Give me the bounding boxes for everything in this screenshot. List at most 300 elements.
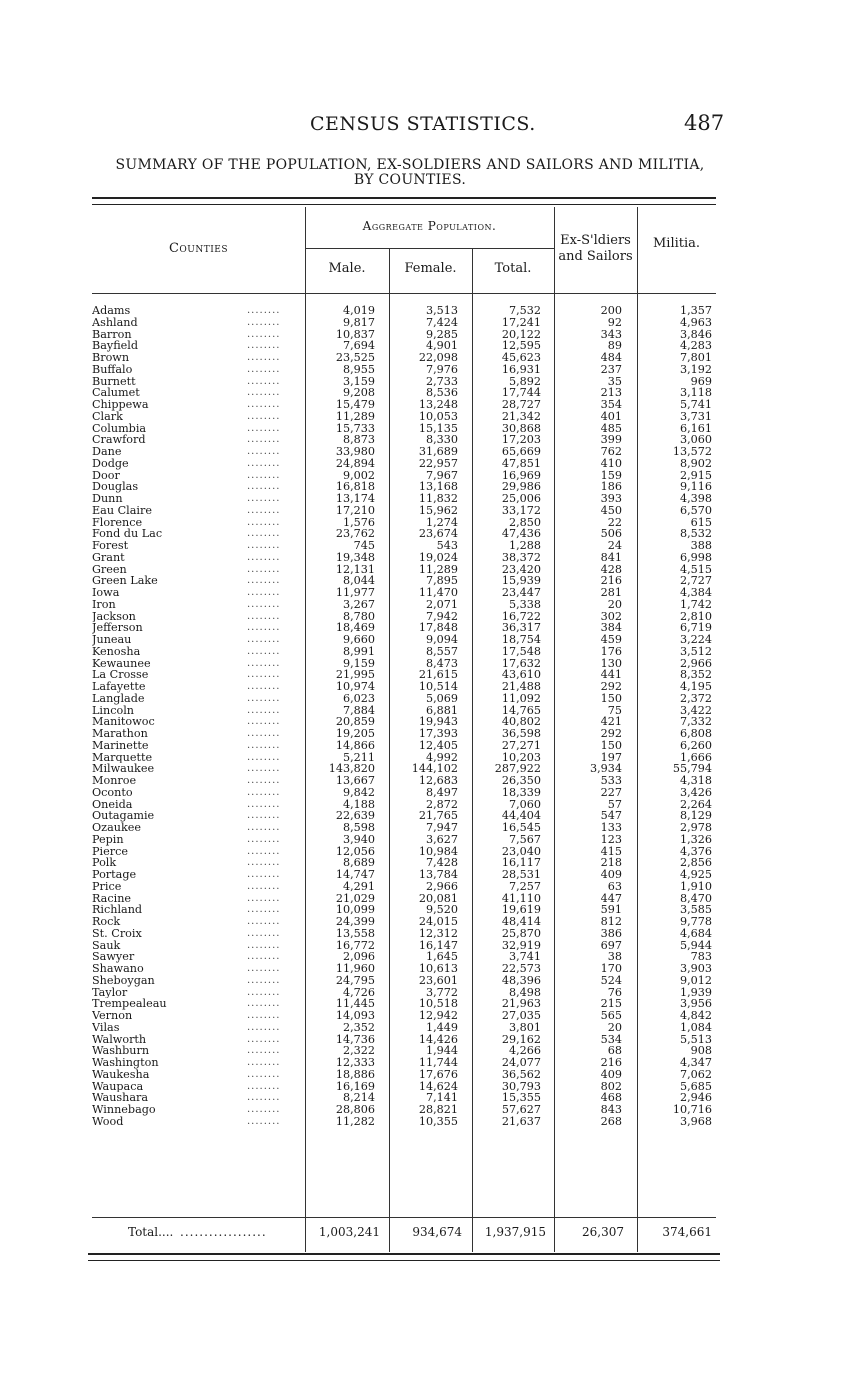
- female-cell: 7,967: [425, 468, 458, 482]
- ex-soldiers-cell: 484: [600, 351, 622, 364]
- militia-cell: 4,963: [679, 315, 712, 329]
- male-cell: 17,210: [335, 503, 375, 517]
- ex-soldiers-cell: 292: [600, 727, 622, 740]
- leader-dots: ........: [247, 845, 281, 857]
- militia-cell: 10,716: [672, 1103, 712, 1116]
- county-name: Ashland: [92, 316, 138, 329]
- male-cell: 3,267: [342, 597, 375, 611]
- ex-soldiers-cell: 38: [607, 950, 622, 964]
- female-cell: 8,497: [425, 785, 458, 799]
- leader-dots: ........: [247, 1033, 281, 1045]
- caption-line-2: BY COUNTIES.: [353, 172, 467, 188]
- county-name: Lincoln: [92, 704, 134, 717]
- table-row: [92, 810, 716, 822]
- header-bottom-rule: [92, 293, 716, 294]
- female-cell: 543: [436, 539, 458, 552]
- female-cell: 12,942: [418, 1009, 458, 1022]
- militia-cell: 3,846: [679, 327, 712, 341]
- total-male: 1,003,241: [318, 1225, 380, 1239]
- total-cell: 5,338: [508, 597, 541, 611]
- male-cell: 19,348: [335, 550, 375, 564]
- leader-dots: ........: [247, 798, 281, 810]
- total-cell: 47,851: [501, 456, 541, 470]
- militia-cell: 3,224: [679, 633, 712, 646]
- male-cell: 3,940: [342, 832, 375, 846]
- table-row: [92, 716, 716, 728]
- leader-dots: ........: [247, 775, 281, 786]
- militia-cell: 6,998: [679, 550, 712, 564]
- male-cell: 21,995: [335, 668, 375, 682]
- militia-cell: 908: [690, 1044, 712, 1058]
- female-cell: 15,962: [418, 503, 458, 517]
- female-cell: 6,881: [425, 703, 458, 717]
- militia-cell: 615: [690, 515, 712, 529]
- militia-cell: 969: [690, 374, 712, 388]
- table-row: [92, 505, 716, 517]
- militia-cell: 5,513: [679, 1032, 712, 1046]
- table-row: [92, 575, 716, 587]
- male-cell: 14,747: [335, 868, 375, 881]
- table-row: [92, 916, 716, 928]
- ex-soldiers-cell: 75: [607, 703, 622, 717]
- total-cell: 23,420: [501, 562, 541, 576]
- female-cell: 23,674: [418, 527, 458, 541]
- total-cell: 7,567: [508, 832, 541, 846]
- male-cell: 745: [353, 539, 375, 552]
- table-row: [92, 869, 716, 881]
- male-cell: 13,174: [335, 492, 375, 505]
- table-row: [92, 423, 716, 435]
- male-cell: 11,977: [335, 586, 375, 599]
- militia-cell: 3,192: [679, 362, 712, 376]
- militia-cell: 4,515: [679, 562, 712, 576]
- ex-soldiers-cell: 227: [600, 785, 622, 799]
- leader-dots: ........: [247, 587, 281, 598]
- ex-soldiers-cell: 384: [600, 621, 622, 635]
- militia-cell: 3,512: [679, 644, 712, 658]
- ex-soldiers-cell: 35: [607, 374, 622, 388]
- table-row: [92, 399, 716, 411]
- total-cell: 5,892: [508, 374, 541, 388]
- leader-dots: ........: [247, 563, 281, 575]
- militia-cell: 3,422: [679, 703, 712, 717]
- male-cell: 13,667: [335, 774, 375, 787]
- male-cell: 9,660: [342, 633, 375, 646]
- total-cell: 17,203: [501, 433, 541, 447]
- ex-soldiers-cell: 354: [600, 398, 622, 411]
- total-cell: 45,623: [501, 351, 541, 364]
- total-cell: 12,595: [501, 339, 541, 353]
- ex-soldiers-cell: 76: [607, 985, 622, 999]
- leader-dots: ........: [247, 481, 281, 493]
- total-cell: 17,632: [501, 656, 541, 670]
- table-row: [92, 998, 716, 1010]
- female-cell: 14,624: [418, 1079, 458, 1093]
- female-cell: 9,094: [425, 633, 458, 646]
- female-cell: 9,285: [425, 327, 458, 341]
- total-label: Total....: [128, 1225, 174, 1239]
- total-cell: 21,963: [501, 997, 541, 1011]
- leader-dots: ........: [247, 669, 281, 681]
- table-row: [92, 963, 716, 975]
- total-cell: 16,722: [501, 609, 541, 623]
- militia-cell: 1,666: [679, 750, 712, 764]
- leader-dots: ........: [247, 939, 281, 951]
- male-cell: 8,955: [342, 362, 375, 376]
- ex-soldiers-cell: 216: [600, 1056, 622, 1069]
- female-cell: 7,942: [425, 609, 458, 623]
- total-cell: 3,801: [508, 1020, 541, 1034]
- county-name: St. Croix: [92, 927, 142, 940]
- header-ex-line-1: Ex-S'ldiers: [560, 233, 631, 248]
- militia-cell: 55,794: [672, 762, 712, 776]
- ex-soldiers-cell: 697: [600, 938, 622, 952]
- militia-cell: 2,966: [679, 656, 712, 670]
- ex-soldiers-cell: 176: [600, 644, 622, 658]
- militia-cell: 2,946: [679, 1091, 712, 1105]
- militia-cell: 6,260: [679, 738, 712, 752]
- female-cell: 19,943: [418, 715, 458, 729]
- total-cell: 16,931: [501, 362, 541, 376]
- ex-soldiers-cell: 762: [600, 445, 622, 458]
- page-title: CENSUS STATISTICS.: [310, 113, 536, 135]
- leader-dots: ........: [247, 434, 281, 446]
- county-name: Kenosha: [92, 645, 141, 658]
- leader-dots: ........: [247, 1068, 281, 1080]
- leader-dots: ........: [247, 751, 281, 763]
- table-row: [92, 305, 716, 317]
- table-row: [92, 681, 716, 693]
- table-row: [92, 434, 716, 446]
- ex-soldiers-cell: 92: [607, 315, 622, 329]
- militia-cell: 2,372: [679, 691, 712, 705]
- ex-soldiers-cell: 506: [600, 527, 622, 541]
- female-cell: 23,601: [418, 973, 458, 987]
- leader-dots: ........: [247, 363, 281, 375]
- militia-cell: 9,116: [679, 480, 712, 494]
- ex-soldiers-cell: 302: [600, 609, 622, 623]
- male-cell: 4,726: [342, 985, 375, 999]
- total-cell: 30,868: [501, 421, 541, 435]
- female-cell: 13,248: [418, 398, 458, 411]
- table-row: [92, 740, 716, 752]
- table-row: [92, 669, 716, 681]
- county-name: Walworth: [92, 1033, 147, 1046]
- militia-cell: 6,161: [679, 421, 712, 435]
- total-row: [92, 1217, 716, 1247]
- total-cell: 36,562: [501, 1067, 541, 1081]
- leader-dots: ........: [247, 1092, 281, 1104]
- male-cell: 14,093: [335, 1009, 375, 1022]
- ex-soldiers-cell: 281: [600, 586, 622, 599]
- female-cell: 7,424: [425, 315, 458, 329]
- table-row: [92, 1092, 716, 1104]
- female-cell: 10,514: [418, 680, 458, 693]
- militia-cell: 7,062: [679, 1067, 712, 1081]
- leader-dots: ........: [247, 375, 281, 387]
- total-cell: 287,922: [494, 762, 541, 776]
- ex-soldiers-cell: 24: [607, 539, 622, 552]
- militia-cell: 3,903: [679, 962, 712, 975]
- header-male: Male.: [328, 261, 366, 276]
- total-cell: 21,342: [501, 409, 541, 423]
- male-cell: 23,762: [335, 527, 375, 541]
- leader-dots: ........: [247, 305, 281, 316]
- militia-cell: 3,426: [679, 785, 712, 799]
- militia-cell: 6,808: [679, 727, 712, 740]
- county-name: Columbia: [92, 422, 147, 435]
- female-cell: 10,518: [418, 997, 458, 1011]
- ex-soldiers-cell: 459: [600, 633, 622, 646]
- ex-soldiers-cell: 409: [600, 1067, 622, 1081]
- county-name: Juneau: [92, 634, 132, 646]
- militia-cell: 8,129: [679, 809, 712, 823]
- ex-soldiers-cell: 485: [600, 421, 622, 435]
- header-aggregate-population: Aggregate Population.: [362, 219, 497, 233]
- leader-dots: ........: [247, 963, 281, 974]
- militia-cell: 5,944: [679, 938, 712, 952]
- county-name: Shawano: [92, 963, 144, 975]
- militia-cell: 5,741: [679, 398, 712, 411]
- ex-soldiers-cell: 386: [600, 926, 622, 940]
- table-caption: [90, 158, 730, 188]
- ex-soldiers-cell: 63: [607, 879, 622, 893]
- ex-soldiers-cell: 20: [607, 1020, 622, 1034]
- county-name: Calumet: [92, 387, 140, 399]
- ex-soldiers-cell: 200: [600, 304, 622, 317]
- female-cell: 10,613: [418, 962, 458, 975]
- county-name: Milwaukee: [92, 763, 155, 775]
- female-cell: 13,784: [418, 868, 458, 881]
- female-cell: 11,744: [418, 1056, 458, 1069]
- militia-cell: 6,719: [679, 621, 712, 635]
- male-cell: 3,159: [342, 374, 375, 388]
- table-row: [92, 705, 716, 717]
- ex-soldiers-cell: 591: [600, 903, 622, 917]
- ex-soldiers-cell: 22: [607, 515, 622, 529]
- county-name: Green Lake: [92, 575, 158, 587]
- county-name: Jefferson: [92, 622, 143, 634]
- male-cell: 9,842: [342, 785, 375, 799]
- militia-cell: 8,532: [679, 527, 712, 541]
- male-cell: 12,056: [335, 844, 375, 858]
- total-cell: 17,744: [501, 386, 541, 400]
- male-cell: 8,689: [342, 856, 375, 870]
- total-cell: 47,436: [501, 527, 541, 541]
- county-name: Pepin: [92, 833, 124, 846]
- militia-cell: 4,684: [679, 926, 712, 940]
- militia-cell: 2,727: [679, 574, 712, 588]
- female-cell: 7,428: [425, 856, 458, 870]
- table-row: [92, 317, 716, 329]
- table-row: [92, 846, 716, 858]
- county-name: Crawford: [92, 434, 146, 446]
- militia-cell: 4,283: [679, 339, 712, 353]
- female-cell: 12,405: [418, 738, 458, 752]
- militia-cell: 5,685: [679, 1079, 712, 1093]
- ex-soldiers-cell: 292: [600, 680, 622, 693]
- male-cell: 12,333: [335, 1056, 375, 1069]
- male-cell: 16,169: [335, 1079, 375, 1093]
- total-cell: 25,870: [501, 926, 541, 940]
- ex-soldiers-cell: 812: [600, 915, 622, 928]
- ex-soldiers-cell: 218: [600, 856, 622, 870]
- total-cell: 15,939: [501, 574, 541, 588]
- table-row: [92, 975, 716, 987]
- ex-soldiers-cell: 450: [600, 503, 622, 517]
- male-cell: 11,960: [335, 962, 375, 975]
- female-cell: 12,683: [418, 774, 458, 787]
- table-row: [92, 834, 716, 846]
- female-cell: 1,449: [425, 1020, 458, 1034]
- table-row: [92, 1104, 716, 1116]
- county-name: Trempealeau: [92, 998, 167, 1010]
- table-row: [92, 411, 716, 423]
- leader-dots: ........: [247, 951, 281, 963]
- table-row: [92, 552, 716, 564]
- county-name: Vernon: [92, 1010, 133, 1022]
- table-row: [92, 1034, 716, 1046]
- male-cell: 2,352: [342, 1020, 375, 1034]
- leader-dots: ........: [247, 457, 281, 469]
- total-cell: 29,162: [501, 1032, 541, 1046]
- table-row: [92, 352, 716, 364]
- total-cell: 2,850: [508, 515, 541, 529]
- ex-soldiers-cell: 533: [600, 774, 622, 787]
- male-cell: 2,322: [342, 1044, 375, 1058]
- male-cell: 9,002: [342, 468, 375, 482]
- leader-dots: ........: [247, 892, 281, 904]
- female-cell: 7,976: [425, 362, 458, 376]
- militia-cell: 1,910: [679, 879, 712, 893]
- total-cell: 17,548: [501, 644, 541, 658]
- militia-cell: 3,731: [679, 409, 712, 423]
- male-cell: 1,576: [342, 515, 375, 529]
- male-cell: 8,780: [342, 609, 375, 623]
- ex-soldiers-cell: 841: [600, 550, 622, 564]
- total-ex: 26,307: [582, 1225, 624, 1239]
- leader-dots: ........: [247, 399, 281, 410]
- female-cell: 3,513: [425, 304, 458, 317]
- table-body: [92, 305, 716, 1128]
- male-cell: 2,096: [342, 950, 375, 964]
- total-cell: 16,117: [501, 856, 541, 870]
- leader-dots: ..................: [180, 1225, 267, 1239]
- table-row: [92, 1069, 716, 1081]
- militia-cell: 1,742: [679, 597, 712, 611]
- county-name: Sauk: [92, 939, 121, 952]
- male-cell: 21,029: [335, 891, 375, 905]
- table-row: [92, 611, 716, 623]
- militia-cell: 4,925: [679, 868, 712, 881]
- ex-soldiers-cell: 20: [607, 597, 622, 611]
- total-cell: 19,619: [501, 903, 541, 917]
- county-name: Monroe: [92, 775, 137, 787]
- militia-cell: 783: [690, 950, 712, 964]
- male-cell: 16,772: [335, 938, 375, 952]
- militia-cell: 9,778: [679, 915, 712, 928]
- table-row: [92, 1057, 716, 1069]
- ex-soldiers-cell: 399: [600, 433, 622, 447]
- militia-cell: 8,470: [679, 891, 712, 905]
- total-cell: 29,986: [501, 480, 541, 494]
- table-row: [92, 646, 716, 658]
- total-cell: 27,035: [501, 1009, 541, 1022]
- table-row: [92, 470, 716, 482]
- table-row: [92, 599, 716, 611]
- total-cell: 33,172: [501, 503, 541, 517]
- militia-cell: 13,572: [672, 445, 712, 458]
- total-militia: 374,661: [662, 1225, 712, 1239]
- ex-soldiers-cell: 215: [600, 997, 622, 1011]
- ex-soldiers-cell: 843: [600, 1103, 622, 1116]
- total-cell: 7,060: [508, 797, 541, 811]
- leader-dots: ........: [247, 528, 281, 540]
- militia-cell: 7,801: [679, 351, 712, 364]
- county-name: Outagamie: [92, 810, 155, 822]
- female-cell: 21,615: [418, 668, 458, 682]
- county-name: Door: [92, 469, 120, 482]
- table-row: [92, 728, 716, 740]
- table-row: [92, 493, 716, 505]
- female-cell: 8,536: [425, 386, 458, 400]
- male-cell: 10,974: [335, 680, 375, 693]
- county-name: Marinette: [92, 739, 149, 752]
- ex-soldiers-cell: 68: [607, 1044, 622, 1058]
- county-name: Rock: [92, 916, 121, 928]
- table-row: [92, 1022, 716, 1034]
- county-name: Green: [92, 563, 127, 576]
- female-cell: 19,024: [418, 550, 458, 564]
- male-cell: 8,991: [342, 644, 375, 658]
- county-name: Forest: [92, 540, 129, 552]
- ex-soldiers-cell: 410: [600, 456, 622, 470]
- total-cell: 48,414: [501, 915, 541, 928]
- county-name: Fond du Lac: [92, 528, 163, 540]
- militia-cell: 6,570: [679, 503, 712, 517]
- total-cell: 41,110: [501, 891, 541, 905]
- total-cell: 44,404: [501, 809, 541, 823]
- ex-soldiers-cell: 547: [600, 809, 622, 823]
- ex-soldiers-cell: 524: [600, 973, 622, 987]
- county-name: Adams: [92, 305, 131, 317]
- female-cell: 9,520: [425, 903, 458, 917]
- leader-dots: ........: [247, 916, 281, 927]
- leader-dots: ........: [247, 1080, 281, 1092]
- table-row: [92, 458, 716, 470]
- county-name: Dane: [92, 446, 122, 458]
- militia-cell: 8,902: [679, 456, 712, 470]
- leader-dots: ........: [247, 681, 281, 692]
- total-cell: 21,637: [501, 1114, 541, 1128]
- county-name: Price: [92, 880, 122, 893]
- ex-soldiers-cell: 133: [600, 821, 622, 834]
- female-cell: 17,393: [418, 727, 458, 740]
- ex-soldiers-cell: 802: [600, 1079, 622, 1093]
- female-cell: 11,289: [418, 562, 458, 576]
- county-name: Dodge: [92, 457, 129, 470]
- leader-dots: ........: [247, 986, 281, 998]
- militia-cell: 9,012: [679, 973, 712, 987]
- table-row: [92, 799, 716, 811]
- male-cell: 16,818: [335, 480, 375, 494]
- header-total: Total.: [494, 261, 532, 276]
- county-name: Florence: [92, 516, 143, 529]
- female-cell: 4,901: [425, 339, 458, 353]
- total-cell: 17,241: [501, 315, 541, 329]
- female-cell: 7,895: [425, 574, 458, 588]
- male-cell: 20,859: [335, 715, 375, 729]
